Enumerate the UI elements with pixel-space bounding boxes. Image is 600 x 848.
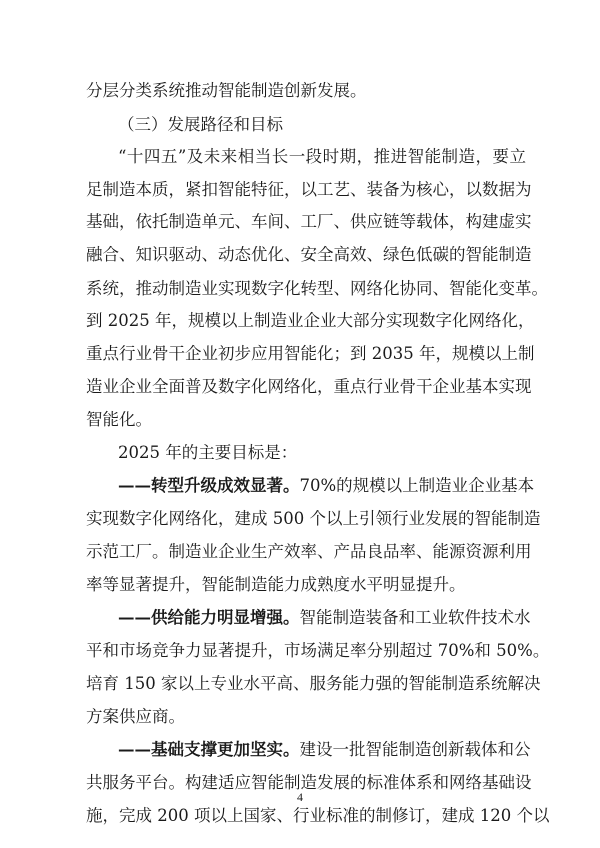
paragraph-line: 2025 年的主要目标是： — [118, 443, 298, 462]
paragraph-line: 率等显著提升，智能制造能力成熟度水平明显提升。 — [86, 575, 466, 594]
goal-line — [118, 607, 531, 629]
paragraph-line: 实现数字化网络化，建成 500 个以上引领行业发展的智能制造 — [86, 509, 541, 528]
paragraph-line: 融合、知识驱动、动态优化、安全高效、绿色低碳的智能制造 — [86, 245, 532, 264]
goal-text: 建设一批智能制造创新载体和公 — [299, 740, 531, 759]
section-heading: （三）发展路径和目标 — [118, 115, 283, 134]
paragraph-line: 平和市场竞争力显著提升，市场满足率分别超过 70%和 50%。 — [86, 641, 550, 660]
paragraph-line: 智能化。 — [86, 410, 152, 429]
goal-line — [118, 475, 535, 497]
paragraph-line: “十四五”及未来相当长一段时期，推进智能制造，要立 — [118, 147, 526, 166]
paragraph-line: 分层分类系统推动智能制造创新发展。 — [86, 81, 367, 100]
paragraph-line: 施，完成 200 项以上国家、行业标准的制修订，建成 120 个以 — [86, 806, 550, 825]
paragraph-line: 培育 150 家以上专业水平高、服务能力强的智能制造系统解决 — [86, 674, 541, 693]
goal-text: 70%的规模以上制造业企业基本 — [299, 476, 535, 495]
page-number: 4 — [297, 790, 303, 804]
paragraph-line: 系统，推动制造业实现数字化转型、网络化协同、智能化变革。 — [86, 279, 548, 298]
paragraph-line: 造业企业全面普及数字化网络化，重点行业骨干企业基本实现 — [86, 377, 532, 396]
goal-line — [118, 739, 531, 761]
paragraph-line: 方案供应商。 — [86, 707, 185, 726]
goal-text: 智能制造装备和工业软件技术水 — [299, 608, 531, 627]
paragraph-line: 共服务平台。构建适应智能制造发展的标准体系和网络基础设 — [86, 773, 532, 792]
paragraph-line: 基础，依托制造单元、车间、工厂、供应链等载体，构建虚实 — [86, 212, 532, 231]
goal-heading: ——转型升级成效显著。 — [118, 476, 300, 495]
paragraph-line: 足制造本质，紧扣智能特征，以工艺、装备为核心，以数据为 — [86, 180, 532, 199]
paragraph-line: 到 2025 年，规模以上制造业企业大部分实现数字化网络化， — [86, 311, 535, 330]
paragraph-line: 重点行业骨干企业初步应用智能化；到 2035 年，规模以上制 — [86, 344, 535, 363]
paragraph-line: 示范工厂。制造业企业生产效率、产品良品率、能源资源利用 — [86, 542, 532, 561]
goal-heading: ——供给能力明显增强。 — [118, 608, 300, 627]
goal-heading: ——基础支撑更加坚实。 — [118, 740, 300, 759]
